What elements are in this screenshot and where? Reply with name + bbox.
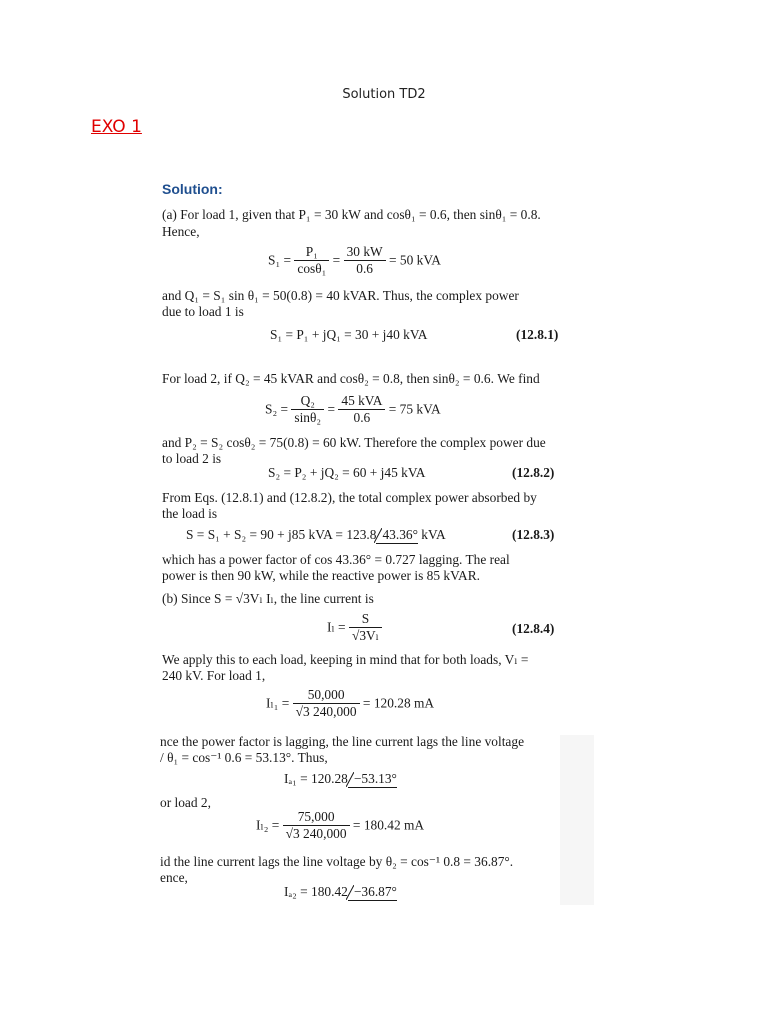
part-b-line-1: (b) Since S = √3Vₗ Iₗ, the line current is bbox=[162, 591, 374, 606]
s2-equals: = bbox=[327, 401, 336, 417]
angle-icon bbox=[374, 528, 382, 543]
eq-3-unit: kVA bbox=[417, 527, 446, 542]
equation-s1 bbox=[268, 244, 441, 277]
part-a-line-1: (a) For load 1, given that P₁ = 30 kW and cosθ₁ = 0.6, then sinθ₁ = 0.8. bbox=[162, 207, 541, 222]
s2-num-1: Q₂ bbox=[291, 393, 324, 410]
s1-den-2: 0.6 bbox=[356, 261, 373, 276]
s2-den-2: 0.6 bbox=[353, 410, 371, 425]
pf-line-2: power is then 90 kW, while the reactive power is 85 kVAR. bbox=[162, 568, 480, 583]
il-fraction bbox=[349, 611, 382, 644]
load-2-b-line: or load 2, bbox=[160, 795, 211, 810]
s2-fraction-1 bbox=[291, 393, 324, 426]
equation-tag-12-8-1: (12.8.1) bbox=[516, 327, 559, 342]
s1-equals: = bbox=[332, 252, 341, 268]
ia2-angle bbox=[348, 884, 397, 901]
load-2-line: For load 2, if Q₂ = 45 kVAR and cosθ₂ = 0.8, then sinθ₂ = 0.6. We find bbox=[162, 371, 540, 386]
lag-2-line-1: id the line current lags the line voltage by θ₂ = cos⁻¹ 0.8 = 36.87°. bbox=[160, 854, 514, 869]
equation-s2 bbox=[265, 393, 441, 426]
equation-12-8-1: S₁ = P₁ + jQ₁ = 30 + j40 kVA bbox=[270, 327, 428, 342]
angle-icon bbox=[346, 885, 354, 900]
il-num: S bbox=[349, 611, 382, 628]
il1-fraction bbox=[293, 687, 360, 720]
p2-line-1: and P₂ = S₂ cosθ₂ = 75(0.8) = 60 kW. Therefore the complex power due bbox=[162, 435, 546, 450]
il2-num: 75,000 bbox=[283, 809, 350, 826]
equation-il2 bbox=[256, 809, 424, 842]
il1-num: 50,000 bbox=[293, 687, 360, 704]
il2-fraction bbox=[283, 809, 350, 842]
il1-lhs: Iₗ₁ = bbox=[266, 695, 290, 711]
il-lhs: Iₗ = bbox=[327, 619, 346, 635]
s1-fraction-1 bbox=[294, 244, 329, 277]
ia1-main: Iₐ₁ = 120.28 bbox=[284, 771, 348, 786]
eq-3-angle bbox=[376, 527, 417, 544]
part-a-line-2: Hence, bbox=[162, 224, 200, 239]
eq-3-angle-value: 43.36° bbox=[382, 527, 418, 542]
il2-lhs: Iₗ₂ = bbox=[256, 817, 280, 833]
il2-den: √3 240,000 bbox=[285, 826, 347, 841]
total-line-1: From Eqs. (12.8.1) and (12.8.2), the total complex power absorbed by bbox=[162, 490, 537, 505]
solution-heading: Solution: bbox=[162, 181, 223, 197]
s1-lhs: S₁ = bbox=[268, 252, 292, 268]
lag-2-line-2: ence, bbox=[160, 870, 188, 885]
s1-num-2: 30 kW bbox=[344, 244, 386, 261]
angle-icon bbox=[346, 772, 354, 787]
eq-3-main: S = S₁ + S₂ = 90 + j85 kVA = 123.8 bbox=[186, 527, 377, 542]
equation-12-8-3 bbox=[186, 527, 446, 544]
ia1-angle-value: −53.13° bbox=[353, 771, 397, 786]
il2-rhs: = 180.42 mA bbox=[352, 817, 425, 833]
pf-line-1: which has a power factor of cos 43.36° = 0.727 lagging. The real bbox=[162, 552, 510, 567]
s2-num-2: 45 kVA bbox=[338, 393, 385, 410]
scan-edge bbox=[560, 735, 594, 905]
equation-tag-12-8-4: (12.8.4) bbox=[512, 621, 555, 636]
exercise-title: EXO 1 bbox=[91, 117, 142, 137]
total-line-2: the load is bbox=[162, 506, 218, 521]
apply-line-1: We apply this to each load, keeping in mind that for both loads, Vₗ = bbox=[162, 652, 529, 667]
equation-12-8-2: S₂ = P₂ + jQ₂ = 60 + j45 kVA bbox=[268, 465, 426, 480]
ia2-angle-value: −36.87° bbox=[353, 884, 397, 899]
il1-rhs: = 120.28 mA bbox=[362, 695, 435, 711]
equation-tag-12-8-2: (12.8.2) bbox=[512, 465, 555, 480]
page-header: Solution TD2 bbox=[342, 87, 426, 102]
q1-line-1: and Q₁ = S₁ sin θ₁ = 50(0.8) = 40 kVAR. Thus, the complex power bbox=[162, 288, 519, 303]
equation-il1 bbox=[266, 687, 434, 720]
lag-1-line-2: / θ₁ = cos⁻¹ 0.6 = 53.13°. Thus, bbox=[160, 750, 328, 765]
p2-line-2: to load 2 is bbox=[162, 451, 222, 466]
s2-fraction-2 bbox=[338, 393, 385, 426]
s1-fraction-2 bbox=[344, 244, 386, 277]
equation-ia2 bbox=[284, 884, 397, 901]
equation-tag-12-8-3: (12.8.3) bbox=[512, 527, 555, 542]
il-den: √3Vₗ bbox=[351, 628, 379, 643]
s2-rhs: = 75 kVA bbox=[388, 401, 441, 417]
s1-num-1: P₁ bbox=[294, 244, 329, 261]
ia2-main: Iₐ₂ = 180.42 bbox=[284, 884, 348, 899]
apply-line-2: 240 kV. For load 1, bbox=[162, 668, 266, 683]
equation-il bbox=[327, 611, 382, 644]
s1-den-1: cosθ₁ bbox=[297, 261, 327, 276]
ia1-angle bbox=[348, 771, 397, 788]
lag-1-line-1: nce the power factor is lagging, the line current lags the line voltage bbox=[160, 734, 525, 749]
s2-lhs: S₂ = bbox=[265, 401, 289, 417]
il1-den: √3 240,000 bbox=[295, 704, 357, 719]
q1-line-2: due to load 1 is bbox=[162, 304, 244, 319]
s2-den-1: sinθ₂ bbox=[294, 410, 322, 425]
equation-ia1 bbox=[284, 771, 397, 788]
s1-rhs: = 50 kVA bbox=[389, 252, 441, 268]
